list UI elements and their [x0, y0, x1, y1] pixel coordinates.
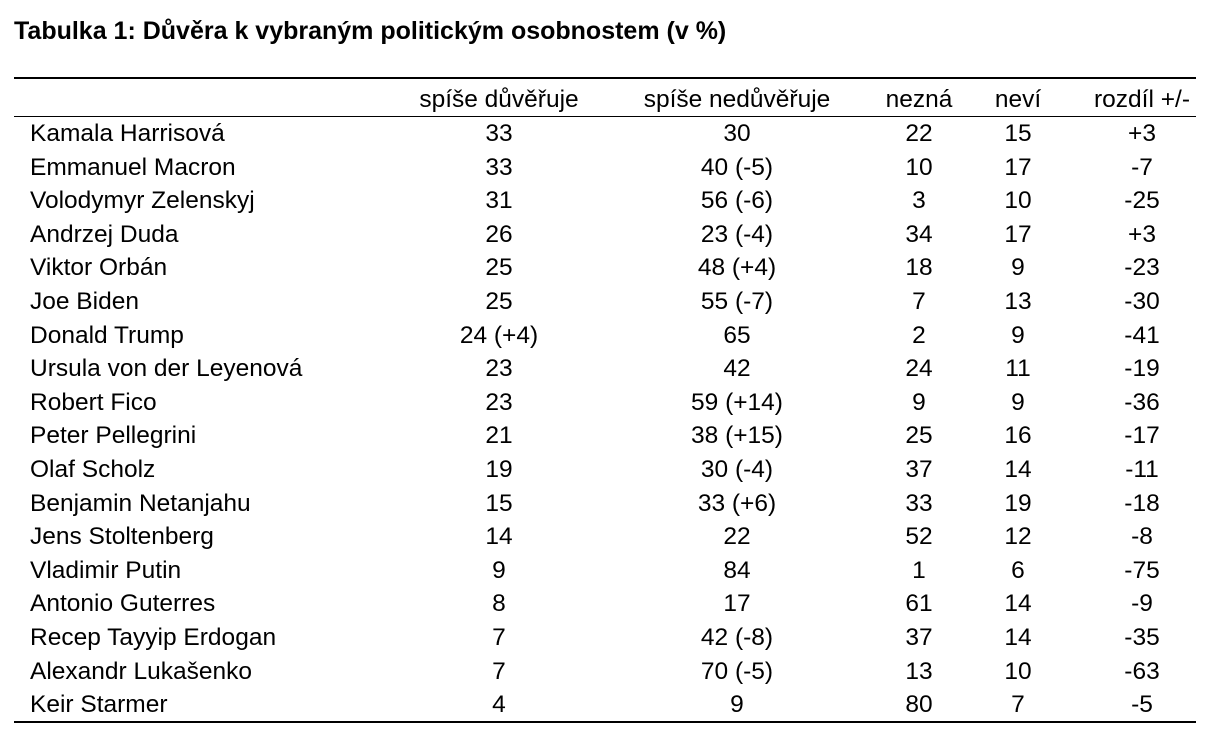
unknown-value: 33 [905, 489, 933, 517]
trust-table [14, 82, 1212, 722]
person-name: Kamala Harrisová [30, 120, 225, 147]
table-row [14, 621, 1212, 655]
distrust-value: 22 [723, 523, 751, 551]
trust-value: 4 [492, 691, 506, 719]
person-name: Olaf Scholz [30, 455, 156, 483]
column-header-distrust: spíše nedůvěřuje [643, 86, 831, 113]
distrust-value: 9 [730, 691, 744, 719]
difference-value: -41 [1124, 321, 1160, 349]
column-header-unknown: nezná [885, 86, 953, 113]
column-header-dont-know: neví [994, 86, 1042, 113]
table-row [14, 352, 1212, 386]
table-row [14, 655, 1212, 689]
person-name: Volodymyr Zelenskyj [30, 187, 255, 215]
difference-value: -30 [1124, 287, 1160, 315]
distrust-value: 48 (+4) [697, 254, 777, 282]
trust-value: 21 [485, 422, 513, 450]
trust-value: 23 [485, 388, 513, 416]
unknown-value: 37 [905, 623, 933, 651]
difference-value: -75 [1124, 556, 1160, 584]
dont-know-value: 16 [1004, 422, 1032, 450]
table-header-row [14, 82, 1212, 117]
dont-know-value: 17 [1004, 220, 1032, 248]
trust-value: 33 [485, 153, 513, 181]
person-name: Joe Biden [30, 287, 139, 315]
unknown-value: 9 [912, 388, 926, 416]
difference-value: -11 [1125, 455, 1159, 483]
table-row [14, 285, 1212, 319]
difference-value: -25 [1124, 187, 1160, 215]
trust-value: 9 [492, 556, 506, 584]
unknown-value: 10 [905, 153, 933, 181]
dont-know-value: 17 [1004, 153, 1032, 181]
unknown-value: 34 [905, 220, 933, 248]
difference-value: -9 [1131, 590, 1153, 618]
unknown-value: 7 [912, 287, 926, 315]
table-row [14, 587, 1212, 621]
dont-know-value: 9 [1011, 388, 1025, 416]
distrust-value: 40 (-5) [700, 153, 774, 181]
unknown-value: 24 [905, 355, 933, 383]
dont-know-value: 12 [1004, 523, 1032, 551]
person-name: Recep Tayyip Erdogan [30, 623, 277, 651]
table-top-rule [14, 77, 1196, 79]
person-name: Andrzej Duda [30, 220, 179, 248]
column-header-name [14, 82, 398, 117]
dont-know-value: 7 [1011, 691, 1025, 719]
distrust-value: 84 [723, 556, 751, 584]
dont-know-value: 10 [1004, 657, 1032, 685]
person-name: Jens Stoltenberg [30, 523, 214, 551]
distrust-value: 17 [723, 590, 751, 618]
unknown-value: 37 [905, 455, 933, 483]
person-name: Viktor Orbán [30, 254, 168, 282]
difference-value: -8 [1131, 523, 1153, 551]
dont-know-value: 14 [1004, 590, 1032, 618]
table-row [14, 688, 1212, 722]
person-name: Donald Trump [30, 321, 184, 349]
person-name: Benjamin Netanjahu [30, 489, 251, 517]
trust-value: 23 [485, 355, 513, 383]
dont-know-value: 9 [1011, 254, 1025, 282]
difference-value: -35 [1124, 623, 1160, 651]
table-row [14, 520, 1212, 554]
table-row [14, 218, 1212, 252]
distrust-value: 30 (-4) [700, 455, 774, 483]
difference-value: -17 [1124, 422, 1160, 450]
person-name: Robert Fico [30, 388, 157, 416]
table-row [14, 487, 1212, 521]
difference-value: -5 [1131, 691, 1153, 719]
distrust-value: 42 [723, 355, 751, 383]
trust-value: 25 [485, 254, 513, 282]
dont-know-value: 10 [1004, 187, 1032, 215]
unknown-value: 18 [905, 254, 933, 282]
distrust-value: 30 [723, 120, 751, 147]
unknown-value: 80 [905, 691, 933, 719]
table-row [14, 386, 1212, 420]
difference-value: -19 [1124, 355, 1160, 383]
distrust-value: 70 (-5) [700, 657, 774, 685]
difference-value: +3 [1128, 220, 1156, 248]
table-row [14, 554, 1212, 588]
table-row [14, 184, 1212, 218]
dont-know-value: 14 [1004, 455, 1032, 483]
trust-value: 33 [485, 120, 513, 147]
person-name: Vladimir Putin [30, 556, 182, 584]
unknown-value: 13 [905, 657, 933, 685]
person-name: Peter Pellegrini [30, 422, 197, 450]
distrust-value: 33 (+6) [697, 489, 777, 517]
table-body [14, 117, 1212, 722]
distrust-value: 23 (-4) [700, 220, 774, 248]
trust-value: 8 [492, 590, 506, 618]
table-title: Tabulka 1: Důvěra k vybraným politickým osobnostem (v %) [14, 17, 727, 45]
dont-know-value: 15 [1004, 120, 1032, 147]
column-header-difference: rozdíl +/- [1094, 86, 1190, 113]
column-header-trust: spíše důvěřuje [419, 86, 579, 113]
distrust-value: 56 (-6) [700, 187, 774, 215]
person-name: Antonio Guterres [30, 590, 216, 618]
difference-value: -36 [1124, 388, 1160, 416]
difference-value: -18 [1124, 489, 1160, 517]
person-name: Keir Starmer [30, 691, 168, 719]
dont-know-value: 6 [1011, 556, 1025, 584]
trust-value: 15 [485, 489, 513, 517]
trust-value: 25 [485, 287, 513, 315]
trust-value: 19 [485, 455, 513, 483]
dont-know-value: 14 [1004, 623, 1032, 651]
difference-value: -63 [1124, 657, 1160, 685]
difference-value: -23 [1124, 254, 1160, 282]
table-row [14, 251, 1212, 285]
distrust-value: 38 (+15) [691, 422, 783, 450]
unknown-value: 52 [905, 523, 933, 551]
table-row [14, 419, 1212, 453]
person-name: Ursula von der Leyenová [30, 355, 303, 383]
dont-know-value: 19 [1004, 489, 1032, 517]
unknown-value: 61 [905, 590, 933, 618]
trust-value: 7 [492, 657, 506, 685]
distrust-value: 59 (+14) [691, 388, 783, 416]
dont-know-value: 11 [1005, 355, 1031, 383]
dont-know-value: 13 [1004, 287, 1032, 315]
dont-know-value: 9 [1011, 321, 1025, 349]
table-row [14, 319, 1212, 353]
table-bottom-rule [14, 721, 1196, 723]
distrust-value: 65 [723, 321, 751, 349]
unknown-value: 2 [912, 321, 926, 349]
distrust-value: 42 (-8) [700, 623, 774, 651]
table-row [14, 151, 1212, 185]
table-row [14, 117, 1212, 151]
table-row [14, 453, 1212, 487]
unknown-value: 22 [905, 120, 933, 147]
person-name: Alexandr Lukašenko [30, 657, 253, 685]
trust-value: 24 (+4) [459, 321, 539, 349]
unknown-value: 25 [905, 422, 933, 450]
trust-value: 14 [485, 523, 513, 551]
difference-value: -7 [1131, 153, 1153, 181]
difference-value: +3 [1128, 120, 1156, 147]
person-name: Emmanuel Macron [30, 153, 236, 181]
unknown-value: 3 [912, 187, 926, 215]
trust-value: 26 [485, 220, 513, 248]
unknown-value: 1 [912, 556, 926, 584]
distrust-value: 55 (-7) [700, 287, 774, 315]
trust-value: 31 [485, 187, 513, 215]
trust-value: 7 [492, 623, 506, 651]
